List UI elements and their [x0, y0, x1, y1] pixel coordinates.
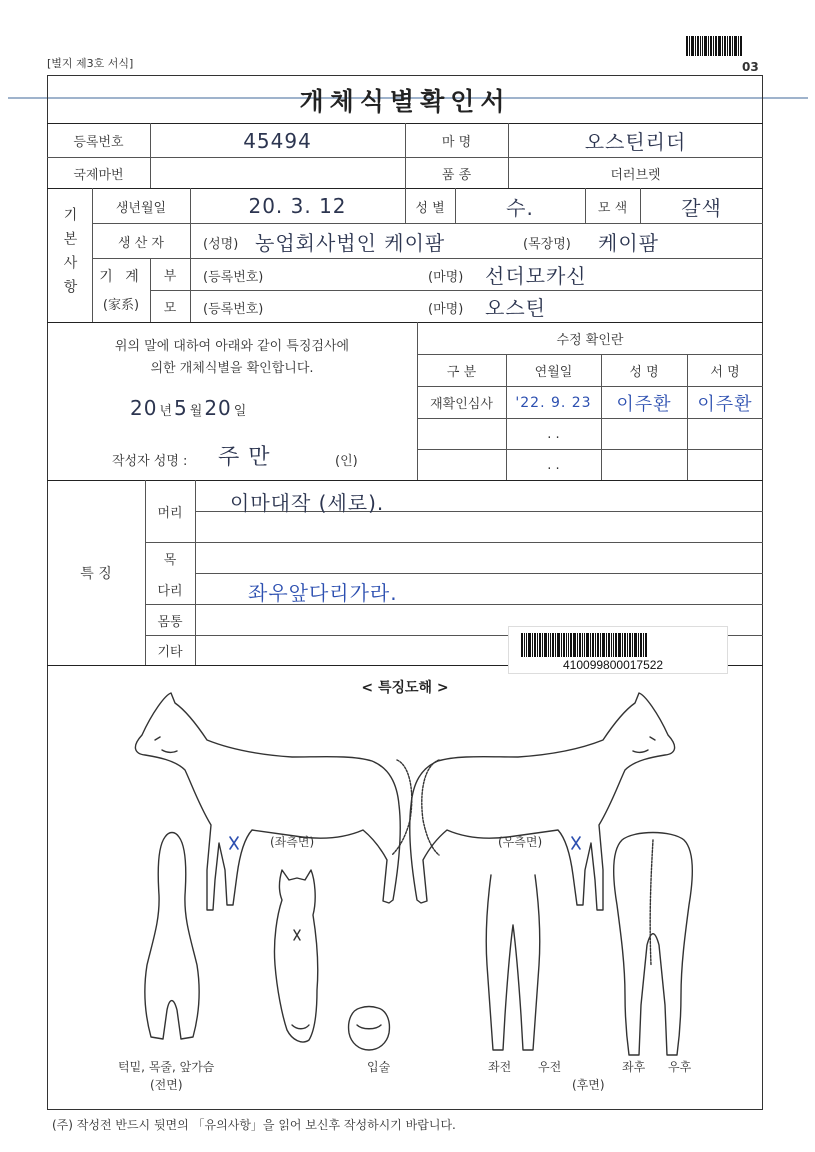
confirmation-date [130, 396, 246, 420]
dam-name-label: (마명) [428, 302, 464, 317]
rev-row2-category [417, 419, 506, 449]
lips-label: 입술 [367, 1060, 391, 1074]
diagram-title: < 특징도해 > [361, 680, 449, 696]
sex-value: 수. [506, 195, 534, 220]
seal-label: (인) [335, 454, 358, 469]
front-legs-view [486, 875, 540, 1050]
lineage-hanja: (家系) [102, 297, 140, 313]
rev-row2-name [601, 419, 687, 449]
date-day: 20 [204, 396, 232, 420]
page-number: 03 [742, 60, 759, 74]
rev-col-date: 연월일 [534, 365, 573, 380]
lips-view [349, 1007, 390, 1051]
sire-reg-label: (등록번호) [203, 270, 264, 285]
rev-row2-date: . . [547, 426, 560, 442]
head-value: 이마대작 (세로). [230, 491, 385, 515]
form-label: [별지 제3호 서식] [47, 57, 134, 70]
date-month-unit: 월 [189, 404, 203, 419]
birth-value: 20. 3. 12 [248, 194, 347, 218]
statement-line2: 의한 개체식별을 확인합니다. [150, 360, 314, 376]
left-rear-label: 좌후 [622, 1060, 646, 1074]
front-head-view [274, 870, 317, 1042]
horse-diagram [47, 665, 763, 1105]
top-barcode [686, 36, 743, 56]
dam-reg-label: (등록번호) [203, 302, 264, 317]
statement-line1: 위의 말에 대하여 아래와 같이 특징검사에 [114, 338, 350, 354]
legs-value: 좌우앞다리가라. [248, 581, 398, 605]
front-sub-label: (전면) [150, 1078, 183, 1092]
rear-label: (후면) [572, 1078, 605, 1092]
neck-label: 목 [163, 552, 177, 568]
color-value: 갈색 [681, 195, 722, 220]
breed-value: 더러브렛 [610, 167, 661, 183]
footer-note: (주) 작성전 반드시 뒷면의 「유의사항」을 읽어 보신후 작성하시기 바랍니다. [52, 1118, 456, 1132]
dam-name-value: 오스틴 [485, 296, 546, 320]
rev-row3-name [601, 450, 687, 480]
horse-name-value: 오스틴리더 [584, 130, 687, 154]
rear-view [614, 833, 693, 1056]
lineage-label: 기 계 [99, 269, 143, 285]
sire-name-label: (마명) [428, 270, 464, 285]
other-label: 기타 [157, 645, 183, 660]
intl-no-label: 국제마번 [73, 167, 124, 183]
writer-label: 작성자 성명 : [112, 454, 188, 469]
rev-row1-sign: 이주환 [697, 393, 753, 415]
color-label: 모 색 [597, 200, 628, 216]
rev-row3-date: . . [547, 457, 560, 473]
producer-name-value: 농업회사법인 케이팜 [255, 231, 446, 255]
left-side-label: (좌측면) [270, 835, 315, 849]
revision-title: 수정 확인란 [556, 333, 624, 348]
date-year: 20 [130, 396, 158, 420]
rev-row3-category [417, 450, 506, 480]
barcode-number: 410099800017522 [563, 658, 664, 672]
sire-label: 부 [163, 269, 177, 284]
rev-col-sign: 서 명 [710, 365, 740, 380]
date-year-unit: 년 [159, 404, 173, 419]
basic-section-label: 기본사항 [61, 207, 78, 303]
reg-no-label: 등록번호 [73, 135, 124, 150]
legs-label: 다리 [157, 583, 183, 599]
dam-label: 모 [163, 301, 177, 316]
right-side-horse [410, 693, 675, 910]
rev-row2-sign [687, 419, 763, 449]
producer-name-label: (성명) [203, 237, 239, 252]
body-label: 몸통 [157, 614, 183, 630]
features-section-label: 특 징 [80, 565, 112, 582]
rev-row1-name: 이주환 [616, 393, 672, 415]
date-month: 5 [174, 396, 188, 420]
producer-label: 생 산 자 [118, 235, 164, 251]
reg-no-value: 45494 [243, 128, 312, 153]
rev-row1-category: 재확인심사 [430, 397, 493, 412]
farm-value: 케이팜 [598, 231, 659, 255]
writer-value: 주 만 [218, 445, 271, 470]
horse-name-label: 마 명 [441, 135, 472, 150]
breed-label: 품 종 [441, 167, 472, 183]
right-rear-label: 우후 [668, 1060, 692, 1074]
front-label: 턱밑, 목줄, 앞가슴 [118, 1060, 215, 1074]
sire-name-value: 선더모카신 [485, 264, 587, 288]
front-neck-view [145, 833, 199, 1040]
intl-no-value [150, 158, 405, 188]
rev-row3-sign [687, 450, 763, 480]
head-label: 머리 [157, 506, 183, 521]
right-front-label: 우전 [538, 1060, 562, 1074]
farm-label: (목장명) [523, 237, 571, 252]
date-day-unit: 일 [233, 404, 247, 419]
birth-label: 생년월일 [115, 200, 167, 216]
left-front-label: 좌전 [488, 1060, 512, 1074]
right-side-label: (우측면) [498, 835, 543, 849]
page-title: 개체식별확인서 [299, 87, 511, 116]
left-side-horse [135, 693, 411, 910]
rev-row1-date: '22. 9. 23 [515, 394, 592, 411]
barcode-icon [521, 633, 648, 657]
rev-col-name: 성 명 [629, 365, 659, 380]
sex-label: 성 별 [415, 200, 445, 216]
rev-col-category: 구 분 [446, 365, 477, 380]
